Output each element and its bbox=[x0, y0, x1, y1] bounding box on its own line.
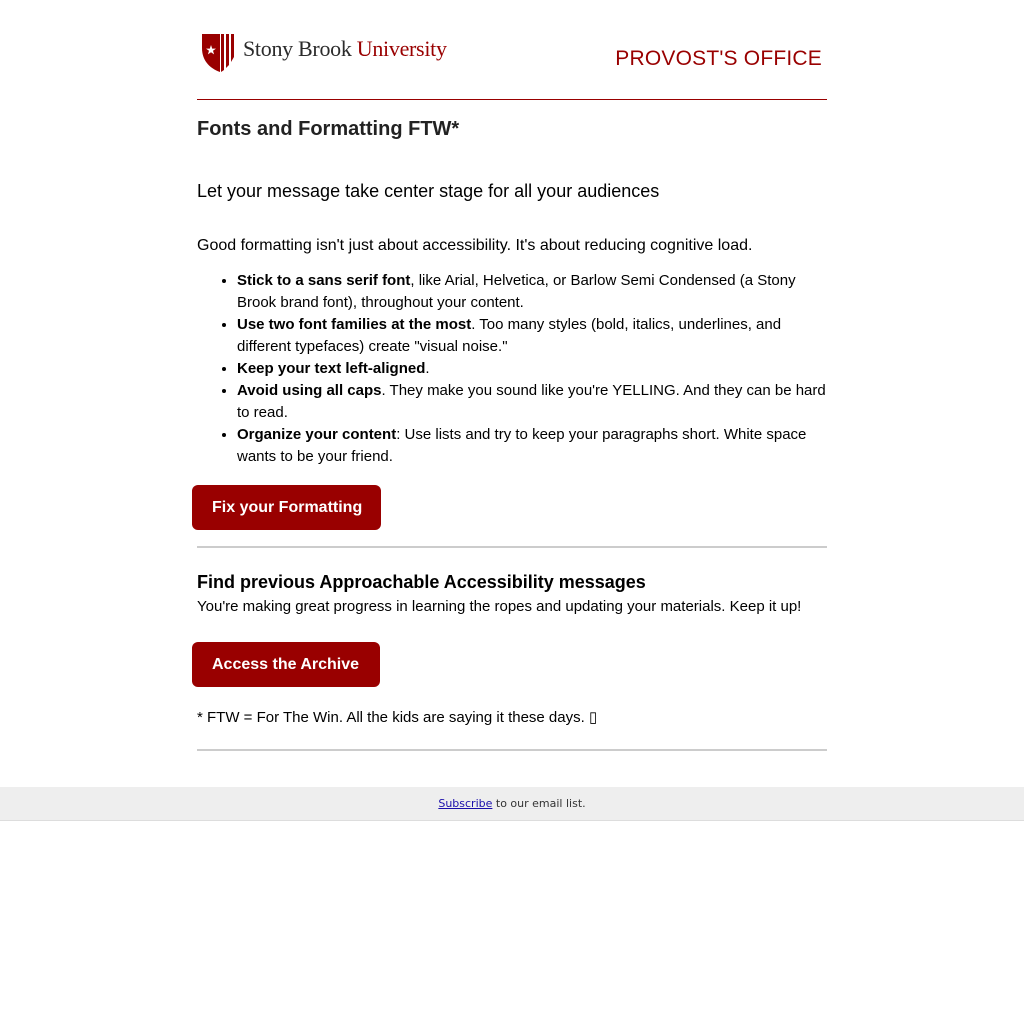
subtitle: Let your message take center stage for all your audiences bbox=[197, 181, 660, 201]
logo-text-accent: University bbox=[356, 36, 447, 61]
tip-bold: Stick to a sans serif font bbox=[237, 272, 411, 289]
fix-formatting-button[interactable]: Fix your Formatting bbox=[192, 485, 381, 530]
office-name: PROVOST'S OFFICE bbox=[615, 47, 822, 70]
university-logo[interactable] bbox=[201, 32, 447, 72]
intro-paragraph: Good formatting isn't just about accessibility. It's about reducing cognitive load. bbox=[197, 237, 753, 254]
logo-wordmark bbox=[243, 36, 447, 62]
tip-text: . bbox=[425, 360, 430, 377]
logo-text: Stony Brook bbox=[243, 36, 352, 61]
footnote: * FTW = For The Win. All the kids are saying it these days. ▯ bbox=[197, 709, 598, 726]
tip-text: . Too many styles (bold, italics, underlines, and different typefaces) create "visual noise." bbox=[237, 316, 782, 355]
subscribe-text: to our email list. bbox=[492, 797, 586, 810]
page-title: Fonts and Formatting FTW* bbox=[197, 118, 460, 140]
email-content bbox=[197, 0, 827, 726]
tip-bold: Use two font families at the most bbox=[237, 316, 472, 333]
subscribe-link[interactable]: Subscribe bbox=[438, 797, 493, 810]
archive-text: You're making great progress in learning the ropes and updating your materials. Keep it up! bbox=[197, 598, 802, 615]
list-item bbox=[237, 424, 827, 468]
tip-text: . They make you sound like you're YELLING. And they can be hard to read. bbox=[237, 382, 826, 421]
tip-text: , like Arial, Helvetica, or Barlow Semi Condensed (a Stony Brook brand font), throughout your content. bbox=[237, 272, 796, 311]
list-item bbox=[237, 270, 827, 314]
tip-text: : Use lists and try to keep your paragraphs short. White space wants to be your friend. bbox=[237, 426, 807, 465]
list-item bbox=[237, 358, 827, 380]
header bbox=[197, 0, 827, 100]
list-item bbox=[237, 380, 827, 424]
tip-bold: Avoid using all caps bbox=[237, 382, 382, 399]
footer bbox=[0, 787, 1024, 821]
divider bbox=[197, 749, 827, 751]
divider bbox=[197, 546, 827, 548]
list-item bbox=[237, 314, 827, 358]
tip-bold: Keep your text left-aligned bbox=[237, 360, 426, 377]
archive-heading: Find previous Approachable Accessibility messages bbox=[197, 572, 646, 592]
shield-icon bbox=[201, 32, 237, 72]
access-archive-button[interactable]: Access the Archive bbox=[192, 642, 380, 687]
tips-list bbox=[197, 270, 827, 468]
tip-bold: Organize your content bbox=[237, 426, 397, 443]
